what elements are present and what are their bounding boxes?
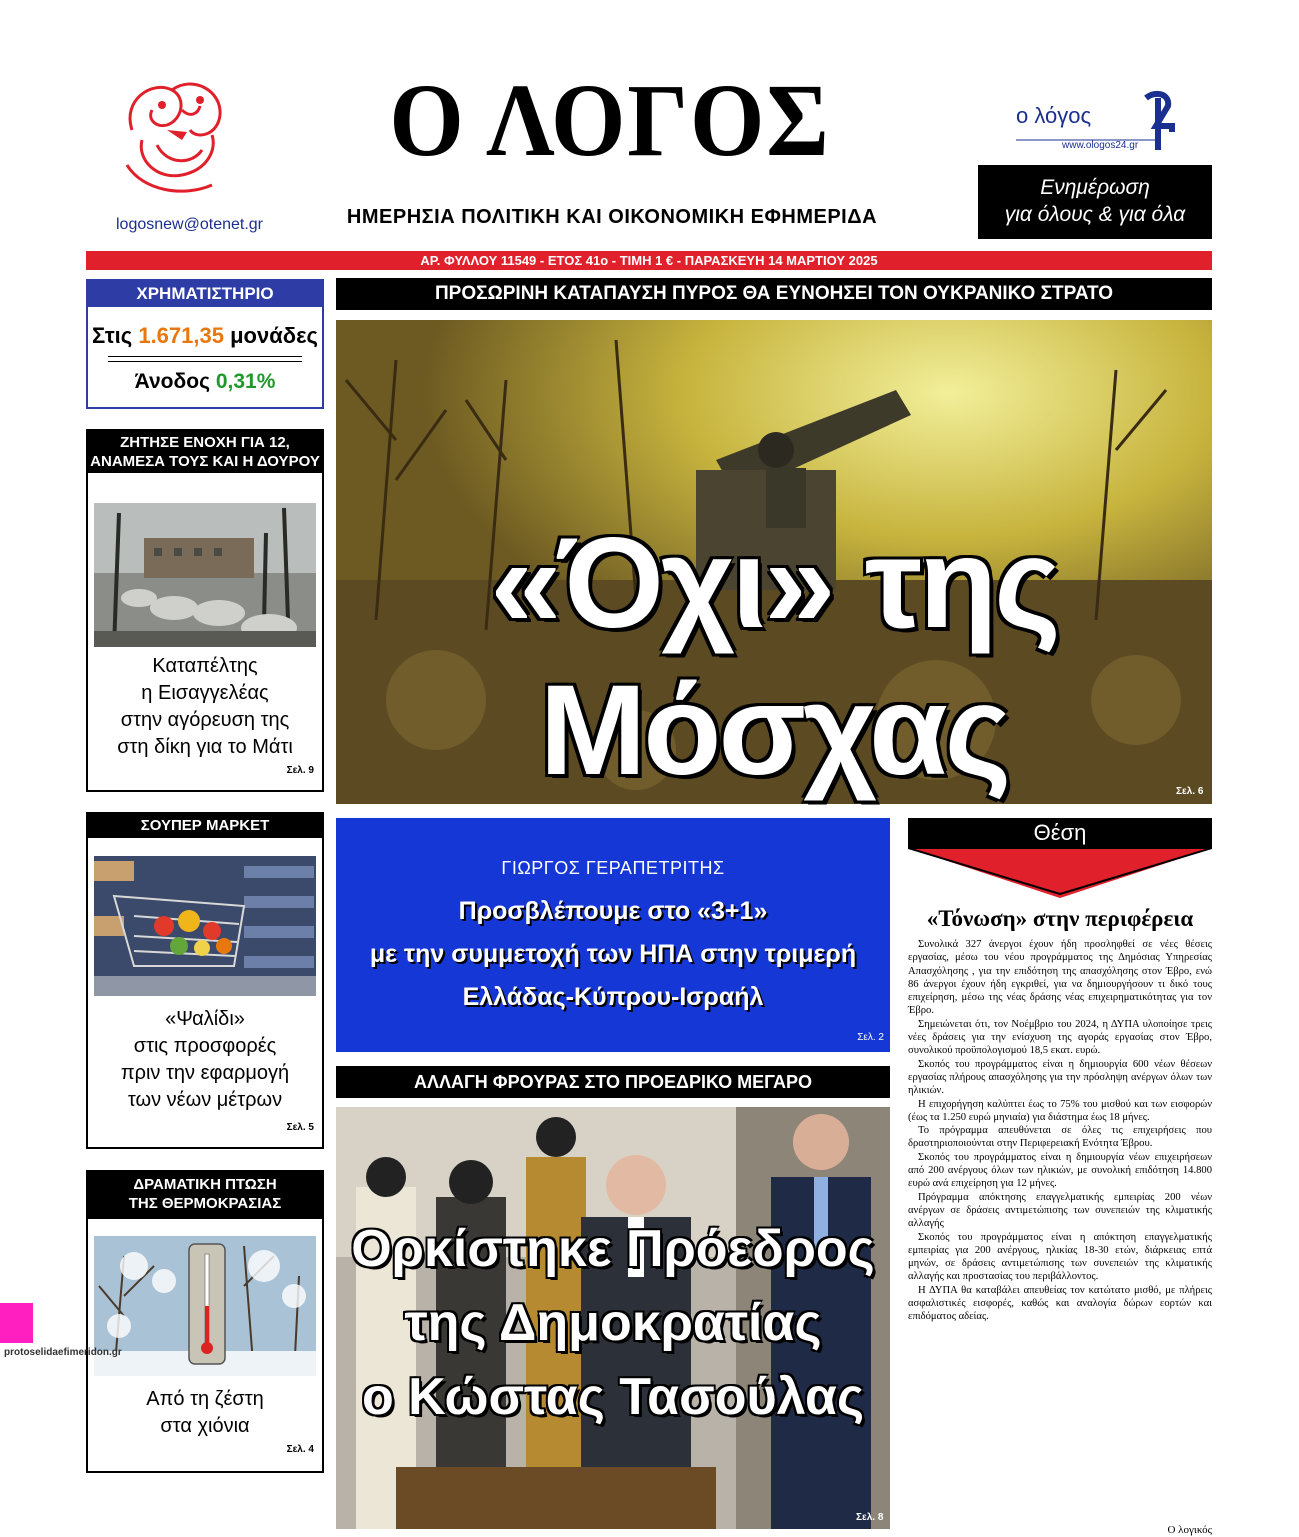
sidebar-text-line: στην αγόρευση της: [120, 709, 290, 731]
second-story-kicker: ΑΛΛΑΓΗ ΦΡΟΥΡΑΣ ΣΤΟ ΠΡΟΕΔΡΙΚΟ ΜΕΓΑΡΟ: [336, 1066, 890, 1098]
headline-line: ο Κώστας Τασούλας: [361, 1368, 865, 1426]
stock-heading: ΧΡΗΜΑΤΙΣΤΗΡΙΟ: [88, 281, 322, 307]
sidebar-text: [88, 1386, 322, 1440]
sidebar-text-line: Καταπέλτης: [152, 655, 258, 677]
editorial-paragraph: Σκοπός του προγράμματος είναι η απόκτηση επαγγελματικής εμπειρίας για 200 ανέργους, ηλικίας 18-30 ετών, διάρκειας επτά μηνών, σε δράσεις αντιμετώπισης των συνεπειών της κλιματικής αλλαγής και προστασίας του περιβάλλοντος.: [908, 1231, 1212, 1283]
editorial-paragraph: Σκοπός του προγράμματος είναι η δημιουργία 600 νέων θέσεων εργασίας πλήρους απασχόλησης για την πρόσληψη ανέργων όλων των ηλικιών.: [908, 1058, 1212, 1097]
sidebar-text-line: των νέων μέτρων: [127, 1089, 283, 1111]
headline-line: της Δημοκρατίας: [404, 1294, 822, 1352]
editorial-paragraph: Το πρόγραμμα απευθύνεται σε όλες τις επιχειρήσεις που δραστηριοποιούνται στην Περιφερειακή Ενότητα Έβρου.: [908, 1125, 1212, 1150]
main-story-kicker: ΠΡΟΣΩΡΙΝΗ ΚΑΤΑΠΑΥΣΗ ΠΥΡΟΣ ΘΑ ΕΥΝΟΗΣΕΙ ΤΟΝ ΟΥΚΡΑΝΙΚΟ ΣΤΡΑΤΟ: [336, 278, 1212, 310]
page-reference: Σελ. 8: [856, 1512, 884, 1523]
ologos24-name: ο λόγος: [1016, 103, 1092, 128]
stock-points: 1.671,35: [138, 323, 224, 348]
stock-change-value: 0,31%: [215, 370, 276, 393]
sidebar-heading: [88, 431, 322, 473]
sidebar-heading: [88, 1172, 322, 1219]
story-headline: [336, 890, 890, 1019]
sidebar-story-weather[interactable]: [86, 1170, 324, 1473]
editorial-label: Θέση: [908, 818, 1212, 848]
sidebar-heading-line: ΤΗΣ ΘΕΡΜΟΚΡΑΣΙΑΣ: [128, 1195, 282, 1212]
stock-points-line: [88, 323, 322, 349]
editorial-paragraph: Η ΔΥΠΑ θα καταβάλει απευθείας τον κατώτατο μισθό, με πλήρεις ασφαλιστικές εισφορές, καθώς και αναλογία δώρων εορτών και επιδόματος αδείας.: [908, 1284, 1212, 1323]
sidebar-text-line: στη δίκη για το Μάτι: [117, 736, 293, 758]
stock-market-box: [86, 279, 324, 409]
headline-line: Ελλάδας-Κύπρου-Ισραήλ: [462, 983, 764, 1011]
divider: [108, 356, 302, 362]
story-person: ΓΙΩΡΓΟΣ ΓΕΡΑΠΕΤΡΙΤΗΣ: [501, 858, 725, 878]
color-marker: [0, 1303, 33, 1343]
sidebar-heading-line: ΑΝΑΜΕΣΑ ΤΟΥΣ ΚΑΙ Η ΔΟΥΡΟΥ: [90, 453, 320, 470]
sidebar-text-line: πριν την εφαρμογή: [120, 1062, 290, 1084]
editorial-paragraph: Πρόγραμμα απόκτησης επαγγελματικής εμπειρίας 200 νέων ανέργων σε δράσεις αντιμετώπισης των συνεπειών της κλιματικής αλλαγής: [908, 1191, 1212, 1230]
shopping-cart-photo: [94, 856, 316, 996]
stock-change-label: Άνοδος: [134, 370, 210, 393]
ologos24-url[interactable]: www.ologos24.gr: [1062, 140, 1139, 151]
snow-thermometer-photo: [94, 1236, 316, 1376]
sidebar-heading-line: ΖΗΤΗΣΕ ΕΝΟΧΗ ΓΙΑ 12,: [120, 434, 290, 451]
page-reference: Σελ. 5: [286, 1122, 314, 1133]
watermark: protoselidaefimeridon.gr: [4, 1347, 122, 1358]
slogan-box: [978, 165, 1212, 239]
sidebar-text-line: στις προσφορές: [133, 1035, 277, 1057]
slogan-line: για όλους & για όλα: [1004, 203, 1186, 226]
sidebar-heading: ΣΟΥΠΕΡ ΜΑΡΚΕΤ: [88, 814, 322, 838]
editorial-paragraph: Συνολικά 327 άνεργοι έχουν ήδη προσληφθεί σε νέες θέσεις εργασίας, μέσω του νέου προγράμματος της Δημόσιας Υπηρεσίας Απασχόλησης , για την επιδότηση της απασχόλησης στον Έβρο, ενώ 86 άνεργοι έχουν ήδη εγκριθεί, για να δημιουργήσουν τι δικό τους επιχείρηση, μέσω της νέας δράσης νέας επιχειρηματικότητας για τον Έβρο.: [908, 939, 1212, 1017]
headline-line: με την συμμετοχή των ΗΠΑ στην τριμερή: [369, 940, 857, 968]
newspaper-subtitle: ΗΜΕΡΗΣΙΑ ΠΟΛΙΤΙΚΗ ΚΑΙ ΟΙΚΟΝΟΜΙΚΗ ΕΦΗΜΕΡΙΔΑ: [346, 206, 878, 228]
headline-line: Ορκίστηκε Πρόεδρος: [351, 1220, 875, 1278]
sidebar-text-line: Από τη ζέστη: [146, 1388, 264, 1410]
editorial-paragraph: Η επιχορήγηση καλύπτει έως το 75% του μισθού και των εισφορών (έως τα 1.250 ευρώ μηνιαία) για διάστημα έως 18 μήνες.: [908, 1098, 1212, 1123]
page-reference: Σελ. 4: [286, 1444, 314, 1455]
page-reference: Σελ. 9: [286, 765, 314, 776]
sidebar-text: [88, 653, 322, 761]
sidebar-text-line: η Εισαγγελέας: [141, 682, 269, 704]
editorial-signature: Ο λογικός: [1167, 1524, 1212, 1536]
newspaper-title: Ο ΛΟΓΟΣ: [389, 63, 831, 178]
second-headline[interactable]: [336, 1212, 890, 1434]
main-headline[interactable]: «Όχι» της Μόσχας: [490, 512, 1058, 802]
page-reference: Σελ. 6: [1176, 786, 1204, 797]
stock-suffix: μονάδες: [230, 323, 318, 348]
slogan-line: Ενημέρωση: [1040, 176, 1150, 199]
page-reference: Σελ. 2: [857, 1032, 884, 1043]
down-arrow-icon: [908, 848, 1212, 898]
editorial-paragraph: Σκοπός του προγράμματος είναι η δημιουργία νέων επιχειρήσεων από 200 ανέργους όλων των ηλικιών, με συνολική επιδότηση 14.800 ευρώ ανά επιχείρηση για 12 μήνες.: [908, 1151, 1212, 1190]
issue-info-bar: ΑΡ. ΦΥΛΛΟΥ 11549 - ΕΤΟΣ 41ο - ΤΙΜΗ 1 € - ΠΑΡΑΣΚΕΥΗ 14 ΜΑΡΤΙΟΥ 2025: [86, 251, 1212, 270]
sidebar-heading-line: ΔΡΑΜΑΤΙΚΗ ΠΤΩΣΗ: [133, 1176, 277, 1193]
sidebar-story-supermarket[interactable]: [86, 812, 324, 1149]
editorial-paragraph: Σημειώνεται ότι, τον Νοέμβριο του 2024, η ΔΥΠΑ υλοποίησε τρεις νέες δράσεις για την ενίσχυση της αγοράς εργασίας στον Έβρο, συνολικού προϋπολογισμού 18,5 εκατ. ευρώ.: [908, 1018, 1212, 1057]
burned-cars-photo: [94, 503, 316, 647]
newspaper-logo-icon: [112, 70, 242, 200]
sidebar-story-mati[interactable]: [86, 429, 324, 792]
headline-line: Προσβλέπουμε στο «3+1»: [458, 897, 768, 925]
sidebar-text-line: στα χιόνια: [160, 1415, 250, 1437]
sidebar-text: [88, 1006, 322, 1114]
editorial-body: [908, 938, 1212, 1324]
stock-prefix: Στις: [92, 323, 133, 348]
contact-email[interactable]: logosnew@otenet.gr: [116, 216, 263, 233]
editorial-title[interactable]: «Τόνωση» στην περιφέρεια: [926, 906, 1194, 931]
gerapetritis-story-box[interactable]: [336, 818, 890, 1052]
sidebar-text-line: «Ψαλίδι»: [165, 1008, 245, 1030]
stock-change-line: [88, 370, 322, 394]
